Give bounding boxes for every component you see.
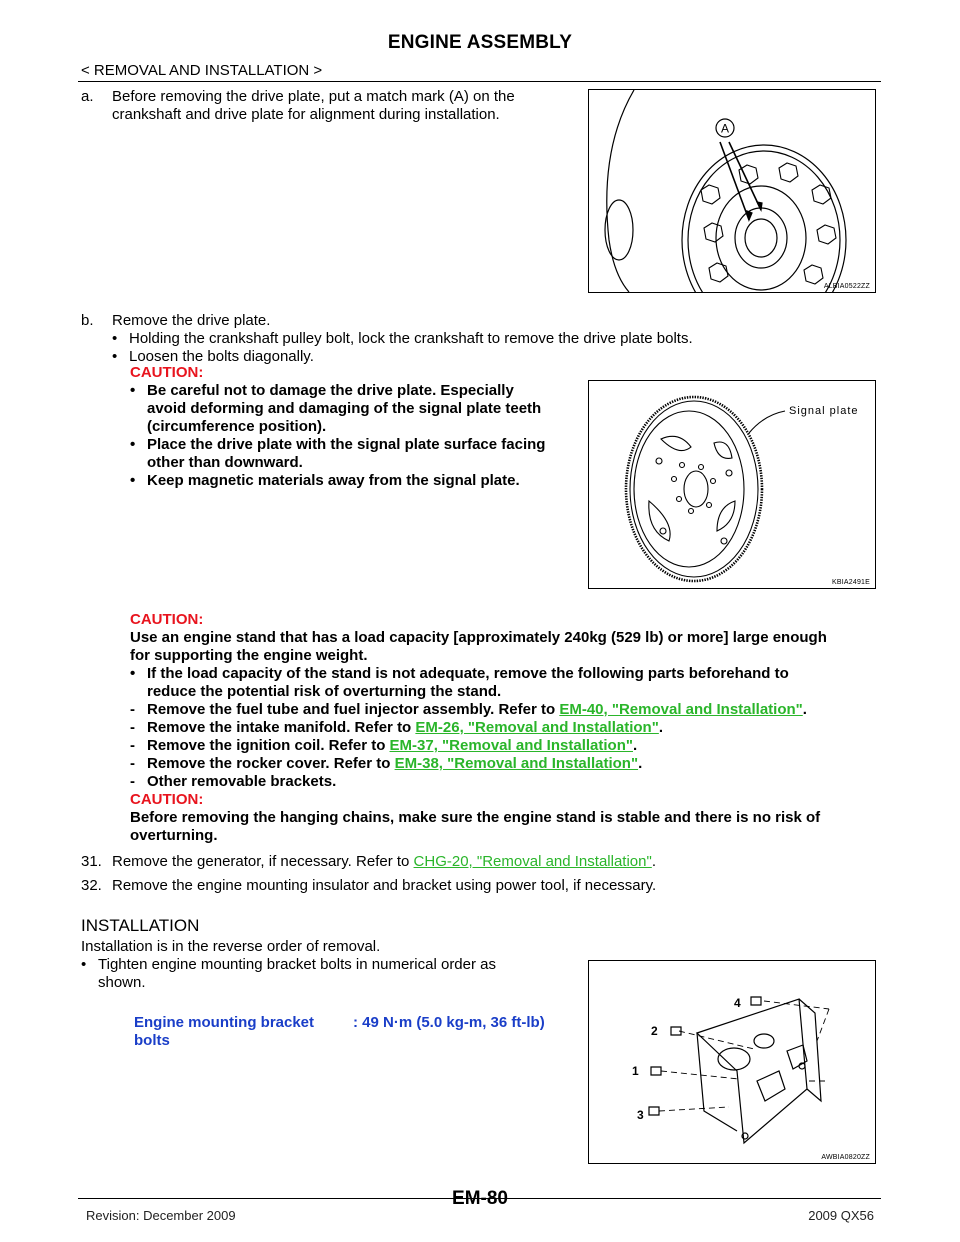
torque-spec-value: : 49 N·m (5.0 kg-m, 36 ft-lb) [353,1014,545,1031]
caution-sub-item: - Remove the intake manifold. Refer to EM-26, "Removal and Installation". [130,719,664,736]
callout-a: A [720,121,730,136]
figure-id-2: KBIA2491E [832,579,870,586]
step-b-text: Remove the drive plate. [112,312,271,329]
step-31: 31. Remove the generator, if necessary. Refer to CHG-20, "Removal and Installation". [81,853,656,870]
link-em-26[interactable]: EM-26, "Removal and Installation" [415,719,659,736]
step-b-bullet-1: • Holding the crankshaft pulley bolt, lock the crankshaft to remove the drive plate bolts. [112,330,693,347]
header-rule [78,81,881,82]
link-em-38[interactable]: EM-38, "Removal and Installation" [394,755,639,772]
bolt-label-4: 4 [734,996,741,1010]
torque-spec-name: Engine mounting bracket bolts [134,1014,315,1049]
bolt-label-1: 1 [632,1064,639,1078]
section-breadcrumb: < REMOVAL AND INSTALLATION > [81,62,323,79]
caution-item: • Place the drive plate with the signal plate surface facing [130,436,546,453]
link-em-40[interactable]: EM-40, "Removal and Installation" [559,701,803,718]
figure-signal-plate [588,380,876,589]
step-a [81,88,577,124]
bolt-label-3: 3 [637,1108,644,1122]
footer-model: 2009 QX56 [808,1208,874,1223]
step-32: 32. Remove the engine mounting insulator and bracket using power tool, if necessary. [81,877,657,894]
caution-sub-item: - Remove the ignition coil. Refer to EM-37, "Removal and Installation". [130,737,638,754]
page-title: ENGINE ASSEMBLY [387,32,573,53]
step-b-label: b. [81,312,94,329]
installation-bullet: • Tighten engine mounting bracket bolts in numerical order as shown. [81,956,496,991]
step-a-text-2: crankshaft and drive plate for alignment during installation. [112,106,500,123]
signal-plate-illustration [589,381,875,588]
figure-drive-plate-match-mark [588,89,876,293]
caution-sub-item: - Other removable brackets. [130,773,337,790]
page-code: EM-80 [452,1188,508,1209]
caution-item: • Keep magnetic materials away from the signal plate. [130,472,520,489]
installation-text: Installation is in the reverse order of removal. [81,938,381,955]
installation-heading: INSTALLATION [81,916,200,935]
caution-heading-1: CAUTION: [130,364,204,381]
link-chg-20[interactable]: CHG-20, "Removal and Installation" [413,853,652,870]
step-b-bullet-2: • Loosen the bolts diagonally. [112,348,314,365]
bracket-illustration [589,961,875,1163]
caution-list-1: • Be careful not to damage the drive plate. Especially avoid deforming and damaging of the signal plate teeth (circumference position). • Place the drive plate with the signal plate surface facing other than downward. • Keep magnetic materials away from the signal plate. [130,382,576,490]
step-a-label: a. [81,88,94,105]
caution-sub-item: - Remove the rocker cover. Refer to EM-38, "Removal and Installation". [130,755,643,772]
caution-heading-3: CAUTION: [130,791,204,808]
drive-plate-illustration [589,90,875,292]
figure-mounting-bracket [588,960,876,1164]
link-em-37[interactable]: EM-37, "Removal and Installation" [389,737,633,754]
bolt-label-2: 2 [651,1024,658,1038]
step-a-text-1: Before removing the drive plate, put a match mark (A) on the [112,88,515,105]
figure-id-3: AWBIA0820ZZ [821,1154,870,1161]
caution-heading-2: CAUTION: [130,611,204,628]
signal-plate-label: Signal plate [789,405,859,417]
figure-id-1: ALBIA0522ZZ [823,283,870,290]
caution-item: • Be careful not to damage the drive plate. Especially [130,382,514,399]
caution-engine-stand: Use an engine stand that has a load capacity [approximately 240kg (529 lb) or more] large enough for supporting the engine weight. • If the load capacity of the stand is not adequate, remove the following parts beforehand to reduce the potential risk of overturning the stand. - Remove the fuel tube and fuel injector assembly. Refer to EM-40, "Removal and Installation". - Remove the intake manifold. Refer to EM-26, "Removal and Installation". - Remove the ignition coil. Refer to EM-37, "Removal and Installation". - Remove the rocker cover. Refer to EM-38, "Removal and Installation". - Other removable brackets. CAUTION: Before removing the hanging chains, make sure the engine stand is stable and there is no risk of overturning. [130,629,878,845]
caution-sub-item: - Remove the fuel tube and fuel injector assembly. Refer to EM-40, "Removal and Installation". [130,701,807,718]
footer-revision: Revision: December 2009 [86,1208,236,1223]
step-b [81,312,270,330]
